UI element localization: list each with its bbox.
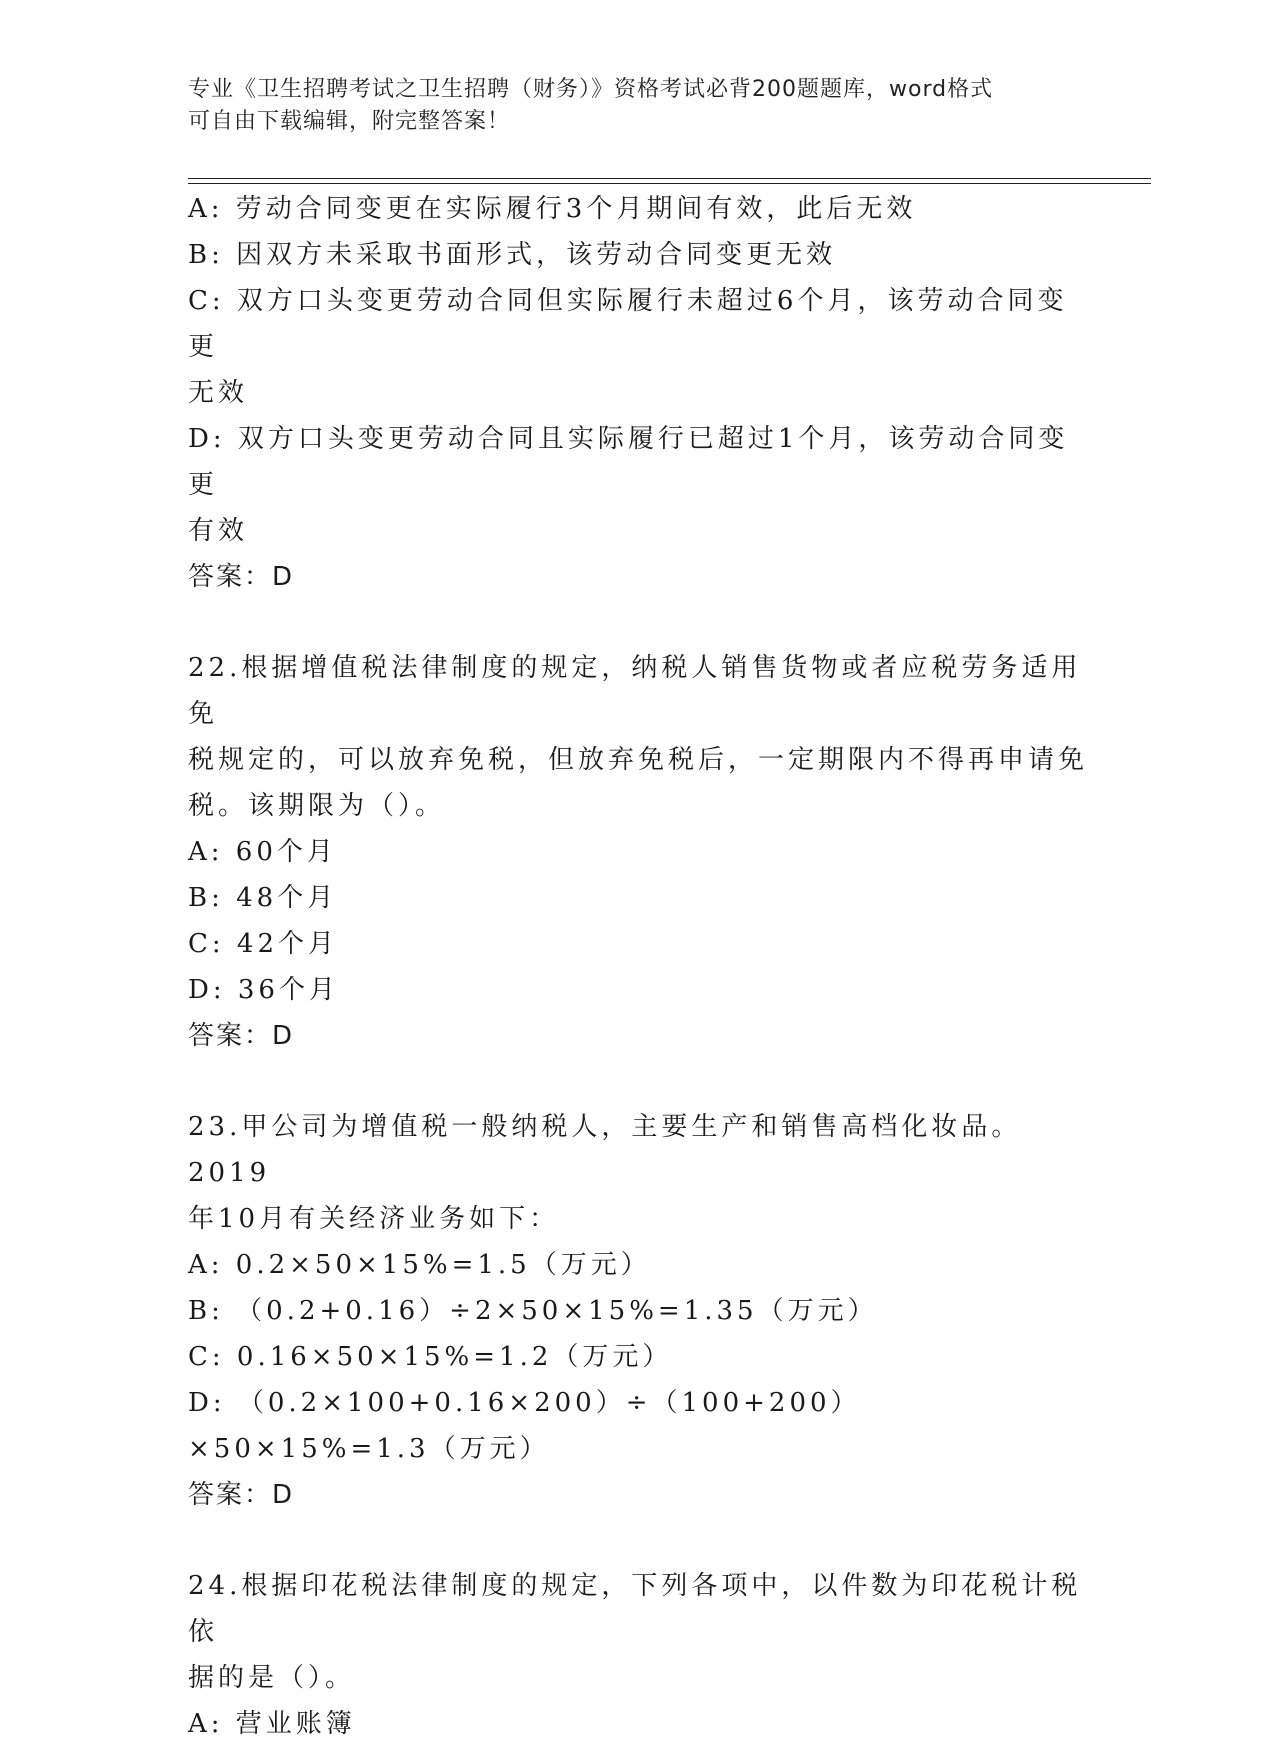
option-line: 无效 [188, 378, 249, 408]
header-line-2: 可自由下载编辑，附完整答案！ [188, 109, 511, 134]
question-22 [188, 645, 1088, 1059]
option-line: B: 48个月 [188, 883, 338, 913]
option-line: A: 营业账簿 [188, 1709, 356, 1739]
question-spacer [188, 1059, 1088, 1104]
option-line: C: 0.16×50×15%=1.2（万元） [188, 1342, 673, 1372]
question-stem-line: 税规定的，可以放弃免税，但放弃免税后，一定期限内不得再申请免 [188, 745, 1089, 775]
option-line: D: 36个月 [188, 975, 339, 1005]
document-header [188, 74, 1068, 138]
option-line: D: 双方口头变更劳动合同且实际履行已超过1个月，该劳动合同变更 [188, 424, 1069, 500]
question-21 [188, 186, 1088, 600]
option-line: 有效 [188, 516, 249, 546]
question-stem-line: 据的是（）。 [188, 1663, 356, 1693]
question-spacer [188, 1518, 1088, 1563]
question-stem-line: 23.甲公司为增值税一般纳税人，主要生产和销售高档化妆品。2019 [188, 1112, 1022, 1188]
header-line-1: 专业《卫生招聘考试之卫生招聘（财务）》资格考试必背200题题库，word格式 [188, 77, 994, 102]
option-line: A: 劳动合同变更在实际履行3个月期间有效，此后无效 [188, 194, 917, 224]
question-24 [188, 1563, 1088, 1747]
answer-line: 答案：D [188, 1021, 295, 1051]
question-body [188, 186, 1088, 1747]
header-rule-bottom [188, 183, 1151, 184]
question-spacer [188, 600, 1088, 645]
header-rule-top [188, 178, 1151, 179]
question-stem-line: 年10月有关经济业务如下： [188, 1204, 560, 1234]
option-line: A: 0.2×50×15%=1.5（万元） [188, 1250, 651, 1280]
option-line: B: 因双方未采取书面形式，该劳动合同变更无效 [188, 240, 837, 270]
question-23 [188, 1104, 1088, 1518]
option-line: C: 42个月 [188, 929, 339, 959]
answer-line: 答案：D [188, 1480, 295, 1510]
question-stem-line: 税。该期限为（）。 [188, 791, 446, 821]
option-line: B: （0.2+0.16）÷2×50×15%=1.35（万元） [188, 1296, 878, 1326]
question-stem-line: 24.根据印花税法律制度的规定，下列各项中，以件数为印花税计税依 [188, 1571, 1082, 1647]
question-stem-line: 22.根据增值税法律制度的规定，纳税人销售货物或者应税劳务适用免 [188, 653, 1082, 729]
answer-line: 答案：D [188, 562, 295, 592]
option-line: D: （0.2×100+0.16×200）÷（100+200）×50×15%=1.3（万元） [188, 1388, 861, 1464]
option-line: A: 60个月 [188, 837, 337, 867]
option-line: C: 双方口头变更劳动合同但实际履行未超过6个月，该劳动合同变更 [188, 286, 1068, 362]
